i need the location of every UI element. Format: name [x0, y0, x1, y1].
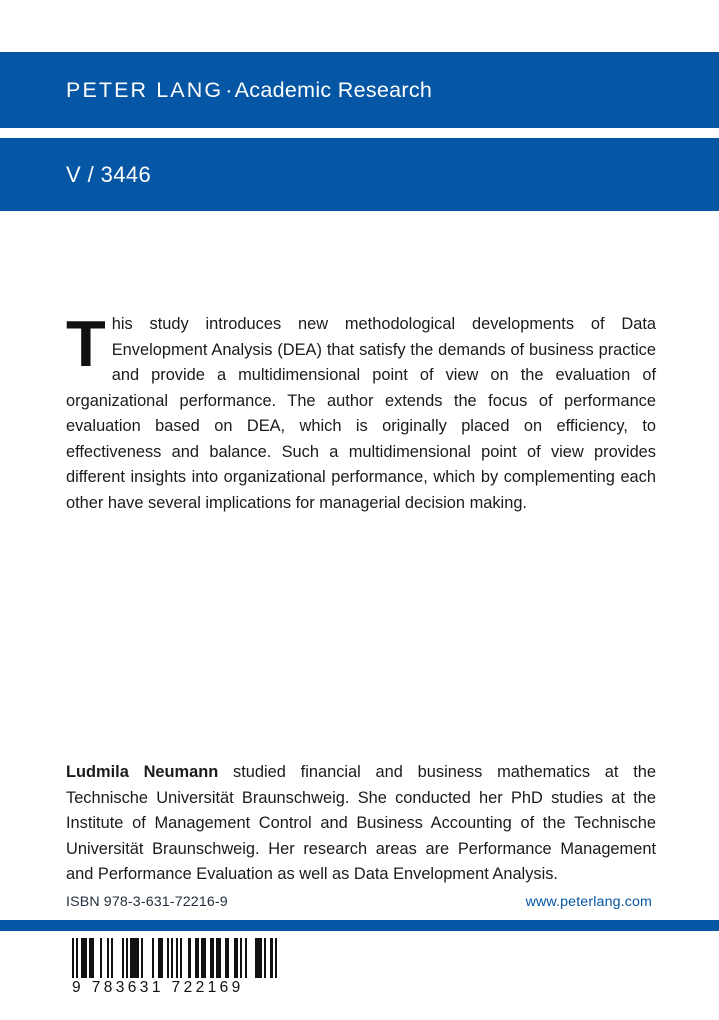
isbn-text: ISBN 978-3-631-72216-9	[66, 894, 228, 910]
footer-meta-row	[66, 894, 652, 910]
abstract-dropcap: T	[66, 307, 106, 380]
publisher-name: PETER LANG	[66, 77, 224, 102]
publisher-imprint-text	[66, 78, 432, 103]
author-biography	[66, 760, 656, 888]
publisher-imprint-band	[0, 52, 719, 128]
abstract-body-text: his study introduces new methodological developments of Data Envelopment Analysis (DEA) that satisfy the demands of business practice and provide a multidimensional point of view on the evaluation of organizational performance. The author extends the focus of performance evaluation based on DEA, which is originally placed on efficiency, to effectiveness and balance. Such a multidimensional point of view provides different insights into organizational performance, which by complementing each other have several implications for managerial decision making.	[66, 315, 656, 512]
author-name: Ludmila Neumann	[66, 763, 219, 781]
footer-blue-rule	[0, 920, 719, 931]
book-abstract	[66, 307, 656, 516]
barcode-digits: 9 783631 722169	[72, 979, 244, 996]
isbn-barcode	[72, 938, 277, 997]
imprint-separator-dot: ·	[225, 77, 233, 102]
series-code: V / 3446	[66, 161, 152, 187]
publisher-tagline: Academic Research	[234, 77, 433, 102]
barcode-bars	[72, 938, 277, 978]
author-bio-text: studied financial and business mathematics at the Technische Universität Braunschweig. She conducted her PhD studies at the Institute of Management Control and Business Accounting of the Technische Universität Braunschweig. Her research areas are Performance Management and Performance Evaluation as well as Data Envelopment Analysis.	[66, 763, 656, 883]
series-code-band	[0, 138, 719, 211]
publisher-website-link[interactable]: www.peterlang.com	[525, 894, 652, 910]
